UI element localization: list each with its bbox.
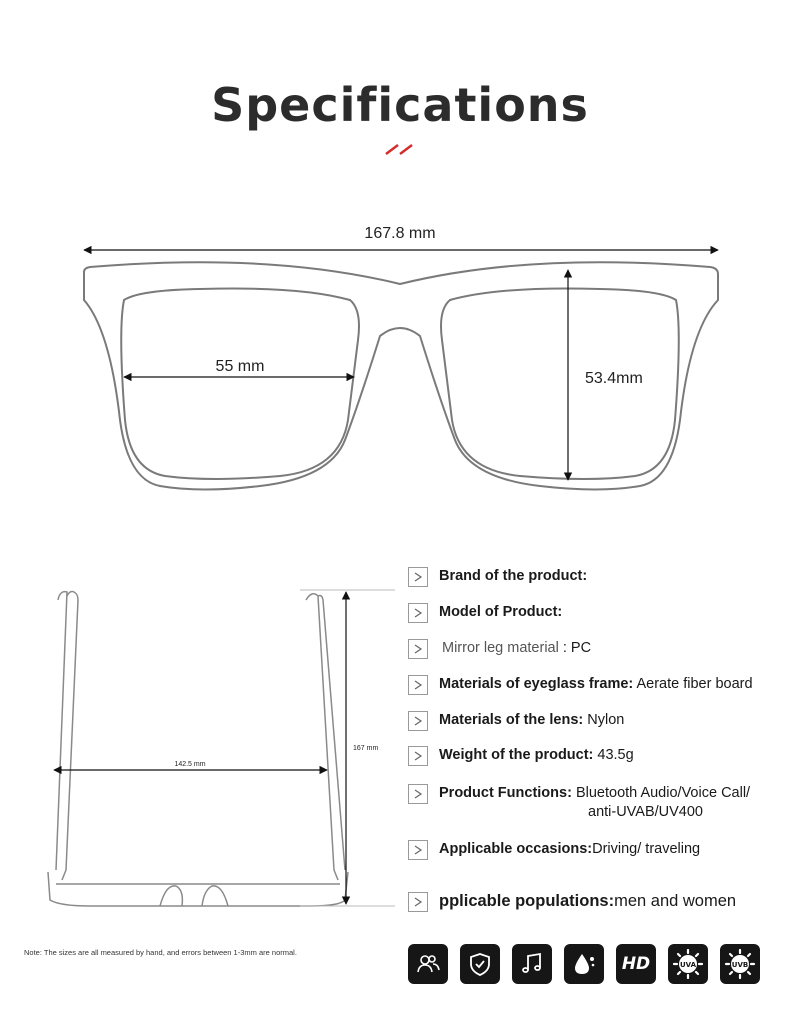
temple-length-label: 167 mm xyxy=(353,745,379,752)
lens-width-label: 55 mm xyxy=(215,358,265,375)
spec-value: : PC xyxy=(558,640,592,656)
lens-height-label: 53.4mm xyxy=(585,370,643,387)
hd-icon xyxy=(616,944,656,984)
water-drop-icon xyxy=(564,944,604,984)
spec-label: Applicable occasions: xyxy=(439,841,593,857)
spec-row-functions xyxy=(408,784,750,822)
temple-width-label: 142.5 mm xyxy=(174,761,206,768)
spec-label: Product Functions: xyxy=(439,785,572,801)
measurement-note: Note: The sizes are all measured by hand, and errors between 1-3mm are normal. xyxy=(24,948,297,957)
uva-label: UVA xyxy=(679,961,697,969)
spec-row-populations xyxy=(408,892,736,912)
spec-label: Mirror leg material xyxy=(442,640,559,656)
spec-value-line2: anti-UVAB/UV400 xyxy=(588,804,703,820)
chevron-right-icon xyxy=(408,675,428,695)
spec-label: Weight of the product: xyxy=(439,747,594,763)
spec-row-occasions xyxy=(408,840,700,860)
spec-value: 43.5g xyxy=(593,747,634,763)
chevron-right-icon xyxy=(408,711,428,731)
spec-label: pplicable populations: xyxy=(439,892,615,910)
top-view-frame xyxy=(48,592,348,907)
spec-row-lens-material xyxy=(408,711,624,731)
chevron-right-icon xyxy=(408,639,428,659)
spec-row-brand xyxy=(408,567,587,587)
page-title: Specifications xyxy=(211,78,589,132)
chevron-right-icon xyxy=(408,892,428,912)
chevron-right-icon xyxy=(408,603,428,623)
uvb-sun-icon xyxy=(720,944,760,984)
spec-value: men and women xyxy=(614,892,737,910)
spec-row-model xyxy=(408,603,562,623)
spec-row-weight xyxy=(408,746,634,766)
spec-label: Model of Product: xyxy=(439,604,563,620)
people-icon xyxy=(408,944,448,984)
total-width-label: 167.8 mm xyxy=(364,225,436,242)
spec-value: Bluetooth Audio/Voice Call/ xyxy=(571,785,751,801)
spec-label: Brand of the product: xyxy=(439,568,588,584)
chevron-right-icon xyxy=(408,784,428,804)
spec-value: Aerate fiber board xyxy=(633,676,753,692)
spec-value: Driving/ traveling xyxy=(592,841,701,857)
spec-row-leg-material xyxy=(408,639,591,659)
uva-sun-icon xyxy=(668,944,708,984)
chevron-right-icon xyxy=(408,567,428,587)
spec-label: Materials of eyeglass frame: xyxy=(439,676,634,692)
spec-label: Materials of the lens: xyxy=(439,712,584,728)
music-note-icon xyxy=(512,944,552,984)
spec-value: Nylon xyxy=(583,712,625,728)
spec-row-frame-material xyxy=(408,675,753,695)
feature-icons xyxy=(408,944,760,984)
uvb-label: UVB xyxy=(731,961,749,969)
chevron-right-icon xyxy=(408,746,428,766)
shield-check-icon xyxy=(460,944,500,984)
hd-icon-label: HD xyxy=(621,954,651,974)
chevron-right-icon xyxy=(408,840,428,860)
